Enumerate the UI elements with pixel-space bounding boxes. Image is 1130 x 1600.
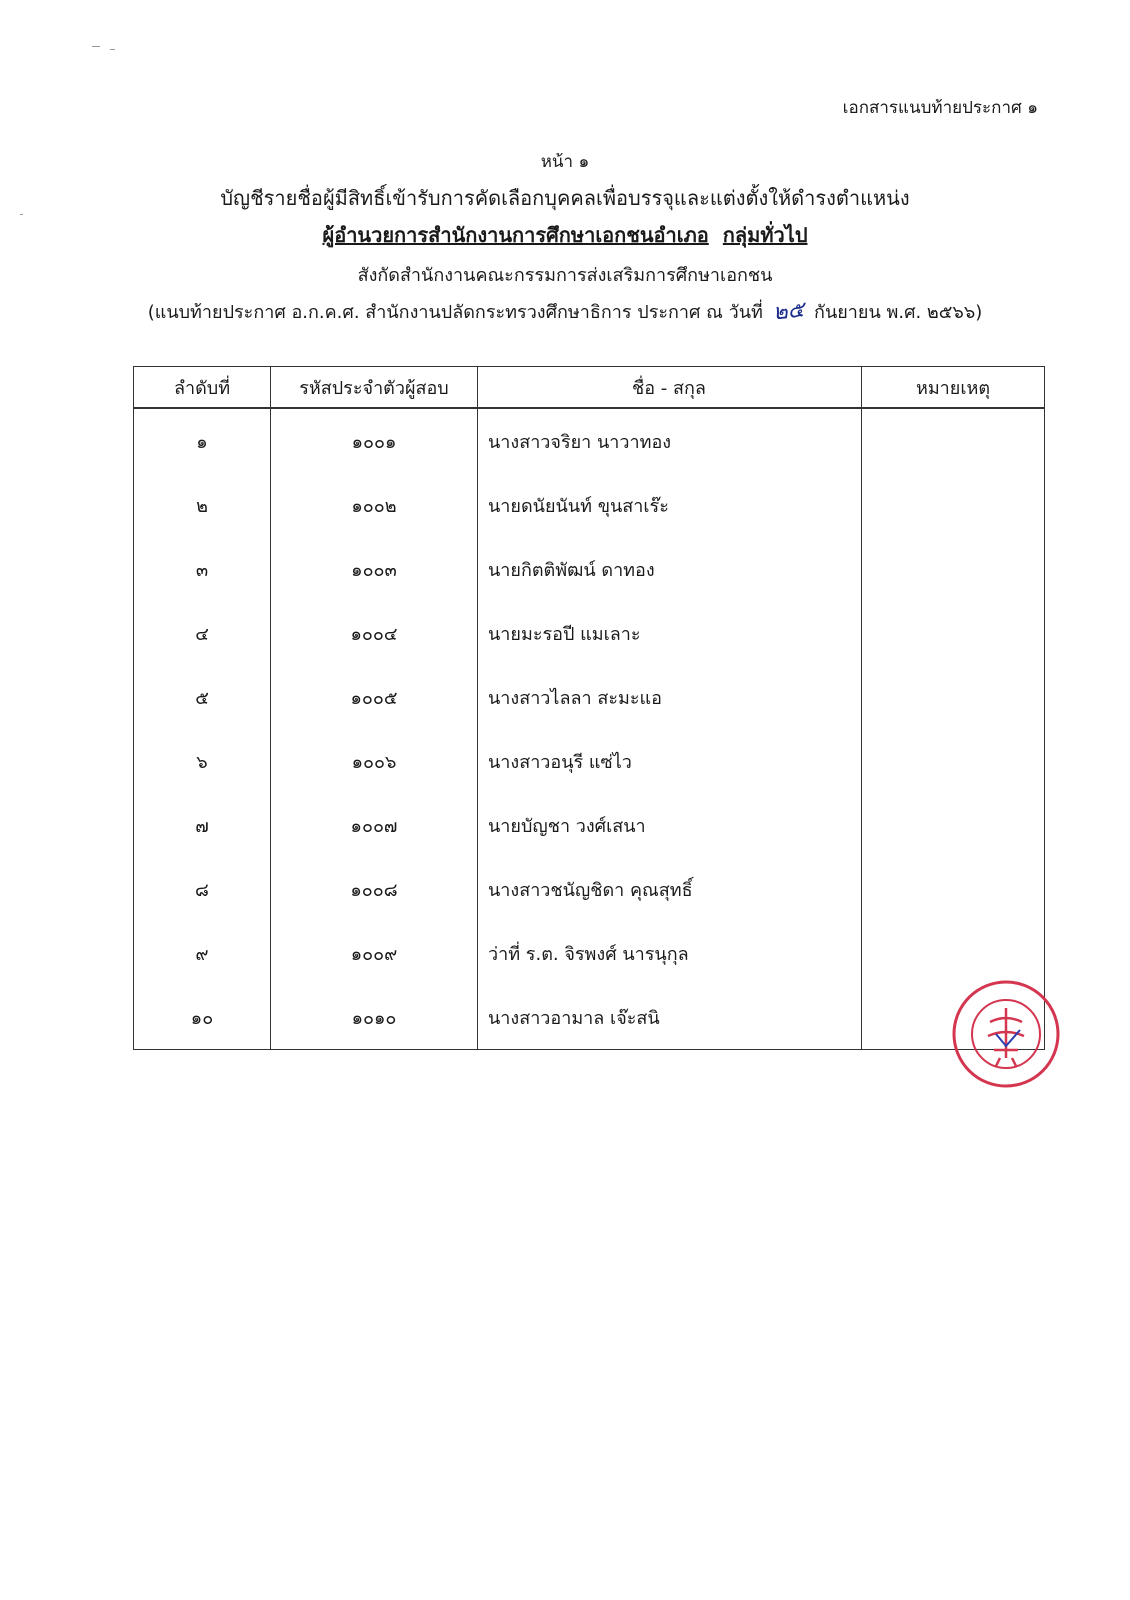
candidate-id: ๑๐๐๖	[271, 729, 478, 793]
row-note	[862, 729, 1045, 793]
table-row	[134, 537, 1045, 601]
table-row	[134, 601, 1045, 665]
candidate-name: นายมะรอปี แมเลาะ	[478, 601, 862, 665]
candidate-name: นางสาวจริยา นาวาทอง	[478, 408, 862, 473]
row-number: ๒	[134, 473, 271, 537]
candidate-id: ๑๐๐๕	[271, 665, 478, 729]
candidate-id: ๑๐๐๔	[271, 601, 478, 665]
scan-mark	[92, 46, 100, 47]
announcement-suffix: กันยายน พ.ศ. ๒๕๖๖)	[814, 302, 983, 323]
column-header-no: ลำดับที่	[134, 367, 271, 409]
table-row	[134, 729, 1045, 793]
row-note	[862, 921, 1045, 985]
row-number: ๑	[134, 408, 271, 473]
scan-mark	[110, 49, 115, 50]
candidate-id: ๑๐๐๑	[271, 408, 478, 473]
column-header-note: หมายเหตุ	[862, 367, 1045, 409]
table-row	[134, 665, 1045, 729]
announcement-day-handwritten: ๒๕	[771, 297, 806, 326]
announcement-line	[0, 293, 1130, 328]
candidate-id: ๑๐๐๙	[271, 921, 478, 985]
row-note	[862, 665, 1045, 729]
row-number: ๓	[134, 537, 271, 601]
row-number: ๙	[134, 921, 271, 985]
candidate-name: นายบัญชา วงศ์เสนา	[478, 793, 862, 857]
candidate-id: ๑๐๐๗	[271, 793, 478, 857]
row-note	[862, 601, 1045, 665]
row-number: ๔	[134, 601, 271, 665]
candidate-name: นายดนัยนันท์ ขุนสาเร๊ะ	[478, 473, 862, 537]
row-note	[862, 793, 1045, 857]
candidate-name: นายกิตติพัฒน์ ดาทอง	[478, 537, 862, 601]
row-number: ๖	[134, 729, 271, 793]
candidate-name: นางสาวไลลา สะมะแอ	[478, 665, 862, 729]
garuda-seal-icon	[954, 982, 1058, 1086]
row-number: ๗	[134, 793, 271, 857]
candidate-id: ๑๐๐๓	[271, 537, 478, 601]
position-title	[0, 219, 1130, 251]
candidate-table	[133, 366, 1045, 1050]
table-header-row	[134, 367, 1045, 409]
row-number: ๘	[134, 857, 271, 921]
column-header-id: รหัสประจำตัวผู้สอบ	[271, 367, 478, 409]
table-row	[134, 793, 1045, 857]
candidate-id: ๑๐๑๐	[271, 985, 478, 1050]
affiliation: สังกัดสำนักงานคณะกรรมการส่งเสริมการศึกษาเอกชน	[357, 265, 773, 286]
attachment-label: เอกสารแนบท้ายประกาศ ๑	[842, 98, 1038, 118]
table-row	[134, 985, 1045, 1050]
row-note	[862, 857, 1045, 921]
row-note	[862, 537, 1045, 601]
document-title: บัญชีรายชื่อผู้มีสิทธิ์เข้ารับการคัดเลือกบุคคลเพื่อบรรจุและแต่งตั้งให้ดำรงตำแหน่ง	[220, 186, 910, 210]
announcement-prefix: (แนบท้ายประกาศ อ.ก.ค.ศ. สำนักงานปลัดกระทรวงศึกษาธิการ ประกาศ ณ วันที่	[147, 302, 763, 323]
candidate-id: ๑๐๐๒	[271, 473, 478, 537]
official-seal	[950, 978, 1062, 1090]
candidate-id: ๑๐๐๘	[271, 857, 478, 921]
candidate-name: ว่าที่ ร.ต. จิรพงศ์ นารนุกุล	[478, 921, 862, 985]
row-number: ๑๐	[134, 985, 271, 1050]
table-row	[134, 921, 1045, 985]
row-note	[862, 408, 1045, 473]
page-number: หน้า ๑	[540, 152, 590, 172]
scan-mark	[20, 214, 23, 215]
row-note	[862, 473, 1045, 537]
column-header-name: ชื่อ - สกุล	[478, 367, 862, 409]
position-name: ผู้อำนวยการสำนักงานการศึกษาเอกชนอำเภอ	[322, 223, 709, 247]
candidate-name: นางสาวอามาล เจ๊ะสนิ	[478, 985, 862, 1050]
candidate-name: นางสาวชนัญชิดา คุณสุทธิ์	[478, 857, 862, 921]
candidate-name: นางสาวอนุรี แซ่ไว	[478, 729, 862, 793]
table-row	[134, 408, 1045, 473]
table-row	[134, 473, 1045, 537]
group-name: กลุ่มทั่วไป	[722, 223, 808, 247]
row-number: ๕	[134, 665, 271, 729]
table-row	[134, 857, 1045, 921]
table-body	[134, 408, 1045, 1050]
